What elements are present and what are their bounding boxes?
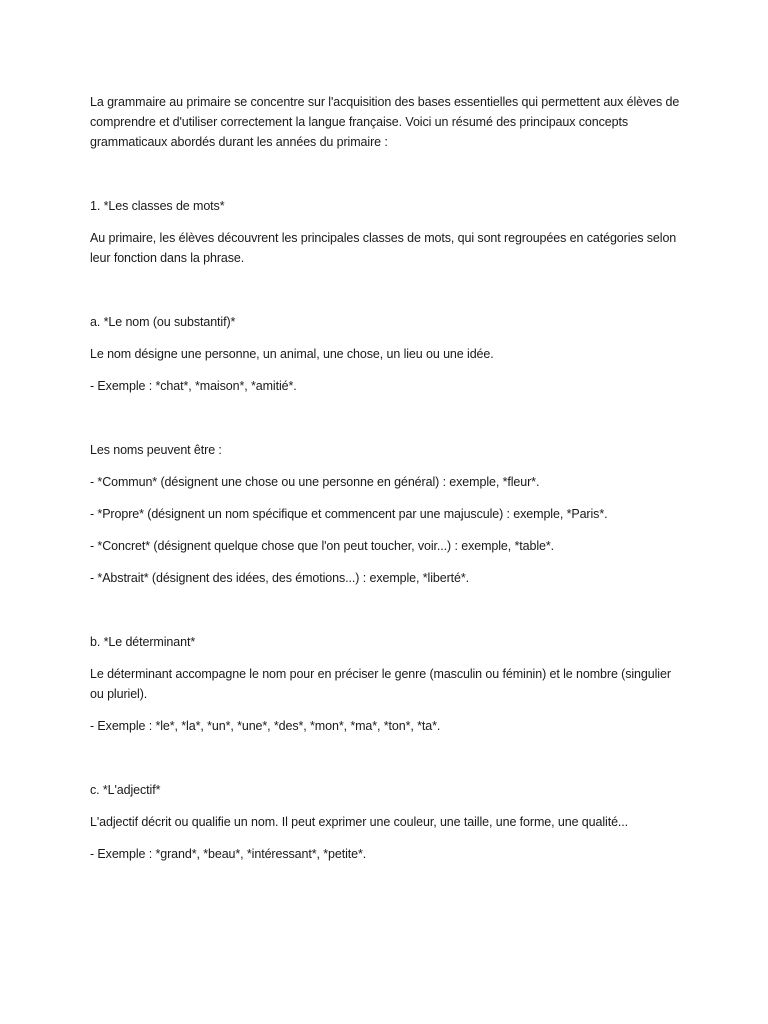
subheading-nom: a. *Le nom (ou substantif)* (90, 315, 236, 329)
subheading-determinant: b. *Le déterminant* (90, 635, 196, 649)
section-heading-classes-de-mots: 1. *Les classes de mots* (90, 199, 225, 213)
adjectif-definition: L'adjectif décrit ou qualifie un nom. Il peut exprimer une couleur, une taille, une forme, une qualité... (90, 815, 629, 829)
list-item-nom-abstrait: - *Abstrait* (désignent des idées, des émotions...) : exemple, *liberté*. (90, 571, 470, 585)
nom-definition: Le nom désigne une personne, un animal, une chose, un lieu ou une idée. (90, 347, 494, 361)
adjectif-example: - Exemple : *grand*, *beau*, *intéressant*, *petite*. (90, 847, 367, 861)
nom-example: - Exemple : *chat*, *maison*, *amitié*. (90, 379, 297, 393)
determinant-definition: Le déterminant accompagne le nom pour en préciser le genre (masculin ou féminin) et le nombre (singulier ou pluriel). (90, 667, 671, 701)
nom-types-intro: Les noms peuvent être : (90, 443, 222, 457)
intro-paragraph: La grammaire au primaire se concentre sur l'acquisition des bases essentielles qui permettent aux élèves de comprendre et d'utiliser correctement la langue française. Voici un résumé des principaux concepts grammaticaux abordés durant les années du primaire : (90, 95, 680, 149)
section-paragraph-classes-de-mots: Au primaire, les élèves découvrent les principales classes de mots, qui sont regroupées en catégories selon leur fonction dans la phrase. (90, 231, 677, 265)
document-body (90, 92, 680, 864)
subheading-adjectif: c. *L'adjectif* (90, 783, 161, 797)
list-item-nom-propre: - *Propre* (désignent un nom spécifique et commencent par une majuscule) : exemple, *Paris*. (90, 507, 608, 521)
list-item-nom-concret: - *Concret* (désignent quelque chose que l'on peut toucher, voir...) : exemple, *table*. (90, 539, 555, 553)
determinant-example: - Exemple : *le*, *la*, *un*, *une*, *des*, *mon*, *ma*, *ton*, *ta*. (90, 719, 441, 733)
list-item-nom-commun: - *Commun* (désignent une chose ou une personne en général) : exemple, *fleur*. (90, 475, 540, 489)
